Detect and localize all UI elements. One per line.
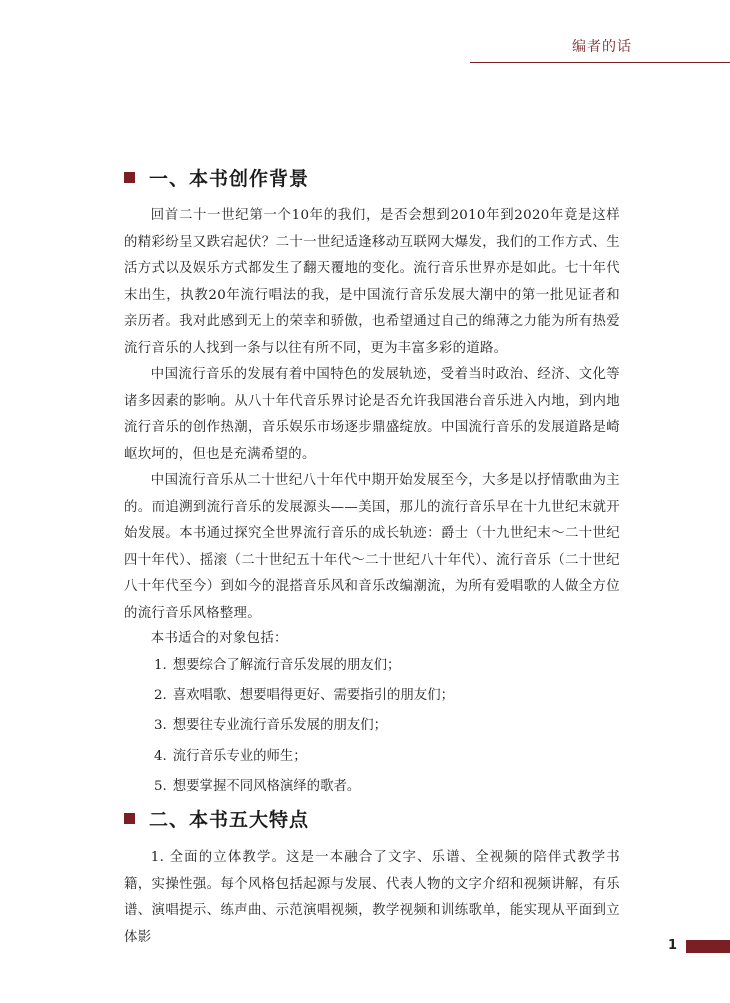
list-item: 5. 想要掌握不同风格演绎的歌者。 bbox=[154, 778, 361, 794]
section-heading-background bbox=[124, 164, 309, 191]
list-item: 3. 想要往专业流行音乐发展的朋友们； bbox=[154, 718, 388, 734]
paragraph-intro: 回首二十一世纪第一个10年的我们，是否会想到2010年到2020年竟是这样的精彩纷呈又跌宕起伏？二十一世纪适逢移动互联网大爆发，我们的工作方式、生活方式以及娱乐方式都发生了翻天覆地的变化。流行音乐世界亦是如此。七十年代末出生，执教20年流行唱法的我，是中国流行音乐发展大潮中的第一批见证者和亲历者。我对此感到无上的荣幸和骄傲，也希望通过自己的绵薄之力能为所有热爱流行音乐的人找到一条与以往有所不同，更为丰富多彩的道路。 bbox=[124, 208, 620, 356]
section-heading-features bbox=[124, 805, 309, 832]
audience-list bbox=[154, 651, 454, 802]
heading-square-icon bbox=[124, 172, 135, 183]
list-item: 4. 流行音乐专业的师生； bbox=[154, 748, 307, 764]
paragraph-audience-intro: 本书适合的对象包括： bbox=[150, 631, 288, 646]
page-number: 1 bbox=[668, 938, 678, 953]
list-item: 1. 想要综合了解流行音乐发展的朋友们； bbox=[154, 658, 401, 673]
heading-square-icon bbox=[124, 813, 135, 824]
page-number-bar bbox=[686, 940, 730, 953]
paragraph-history: 中国流行音乐从二十世纪八十年代中期开始发展至今，大多是以抒情歌曲为主的。而追溯到流行音乐的发展源头——美国，那儿的流行音乐早在十九世纪末就开始发展。本书通过探究全世界流行音乐的成长轨迹：爵士（十九世纪末～二十世纪四十年代）、摇滚（二十世纪五十年代～二十世纪八十年代）、流行音乐（二十世纪八十年代至今）到如今的混搭音乐风和音乐改编潮流，为所有爱唱歌的人做全方位的流行音乐风格整理。 bbox=[124, 473, 620, 621]
list-item: 2. 喜欢唱歌、想要唱得更好、需要指引的朋友们； bbox=[154, 688, 454, 704]
paragraph-china-development: 中国流行音乐的发展有着中国特色的发展轨迹，受着当时政治、经济、文化等诸多因素的影响。从八十年代音乐界讨论是否允许我国港台音乐进入内地，到内地流行音乐的创作热潮，音乐娱乐市场逐步鼎盛绽放。中国流行音乐的发展道路是崎岖坎坷的，但也是充满希望的。 bbox=[124, 367, 620, 462]
section-heading-text: 一、本书创作背景 bbox=[149, 168, 310, 190]
chapter-title: 编者的话 bbox=[572, 39, 632, 55]
header-divider bbox=[470, 62, 730, 63]
paragraph-feature-1: 1. 全面的立体教学。这是一本融合了文字、乐谱、全视频的陪伴式教学书籍，实操性强。每个风格包括起源与发展、代表人物的文字介绍和视频讲解，有乐谱、演唱提示、练声曲、示范演唱视频，教学视频和训练歌单，能实现从平面到立体影 bbox=[124, 850, 620, 945]
section-heading-text: 二、本书五大特点 bbox=[149, 809, 310, 831]
